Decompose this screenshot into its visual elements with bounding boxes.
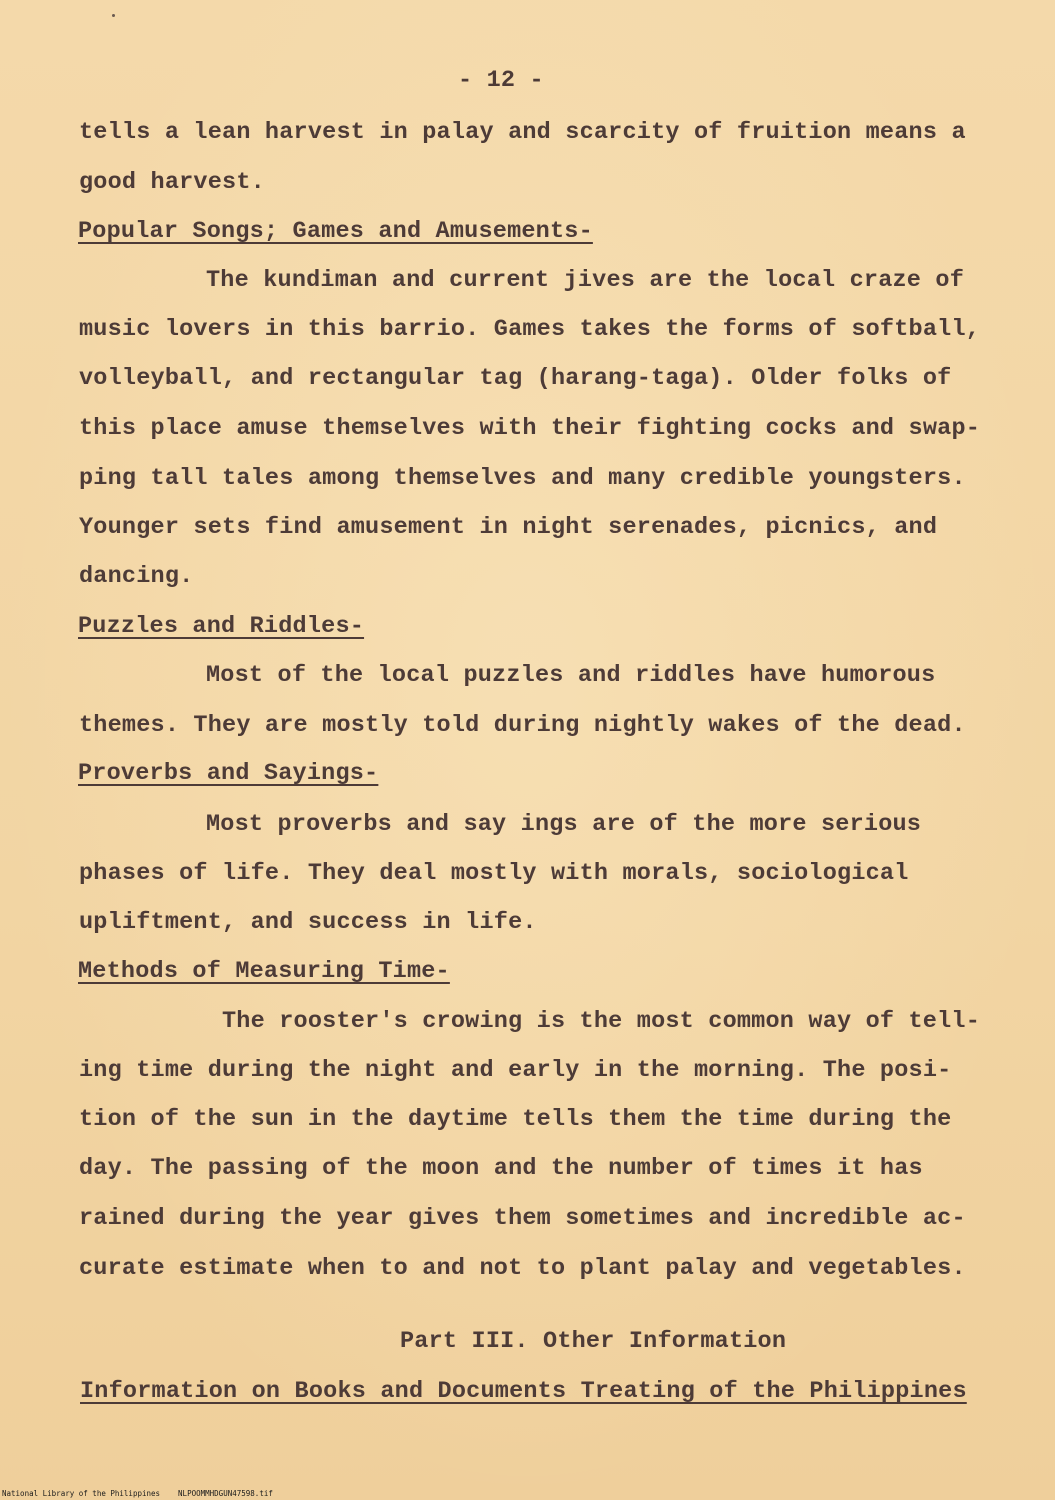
body-line: upliftment, and success in life. bbox=[79, 909, 537, 936]
body-line: ing time during the night and early in the morning. The posi- bbox=[79, 1057, 952, 1084]
body-line: music lovers in this barrio. Games takes the forms of softball, bbox=[79, 316, 981, 343]
body-line: The rooster's crowing is the most common way of tell- bbox=[222, 1008, 981, 1035]
footer-filename: NLPOOMMHDGUN47598.tif bbox=[178, 1489, 273, 1498]
section-heading-books: Information on Books and Documents Treating of the Philippines bbox=[80, 1378, 967, 1405]
section-heading-puzzles: Puzzles and Riddles- bbox=[78, 613, 365, 640]
scan-footer bbox=[2, 1489, 273, 1498]
body-line: volleyball, and rectangular tag (harang-taga). Older folks of bbox=[79, 365, 952, 392]
body-line: good harvest. bbox=[79, 169, 265, 196]
body-line: phases of life. They deal mostly with morals, sociological bbox=[79, 860, 909, 887]
body-line: curate estimate when to and not to plant palay and vegetables. bbox=[79, 1255, 966, 1282]
paper-speck bbox=[112, 14, 115, 17]
body-line: rained during the year gives them sometimes and incredible ac- bbox=[79, 1205, 966, 1232]
body-line: this place amuse themselves with their fighting cocks and swap- bbox=[79, 415, 981, 442]
body-line: tells a lean harvest in palay and scarcity of fruition means a bbox=[79, 119, 966, 146]
footer-library: National Library of the Philippines bbox=[2, 1489, 161, 1498]
body-line: The kundiman and current jives are the local craze of bbox=[206, 267, 965, 294]
section-heading-time: Methods of Measuring Time- bbox=[78, 958, 450, 985]
body-line: dancing. bbox=[79, 563, 194, 590]
body-line: ping tall tales among themselves and many credible youngsters. bbox=[79, 465, 966, 492]
body-line: themes. They are mostly told during nightly wakes of the dead. bbox=[79, 712, 966, 739]
body-line: tion of the sun in the daytime tells them the time during the bbox=[79, 1106, 952, 1133]
body-line: Most of the local puzzles and riddles have humorous bbox=[206, 662, 936, 689]
section-heading-proverbs: Proverbs and Sayings- bbox=[78, 760, 379, 787]
part-title: Part III. Other Information bbox=[400, 1328, 787, 1355]
section-heading-songs: Popular Songs; Games and Amusements- bbox=[78, 218, 593, 245]
body-line: day. The passing of the moon and the number of times it has bbox=[79, 1155, 923, 1182]
body-line: Most proverbs and say ings are of the more serious bbox=[206, 811, 922, 838]
body-line: Younger sets find amusement in night serenades, picnics, and bbox=[79, 514, 938, 541]
page-number: - 12 - bbox=[458, 67, 544, 94]
